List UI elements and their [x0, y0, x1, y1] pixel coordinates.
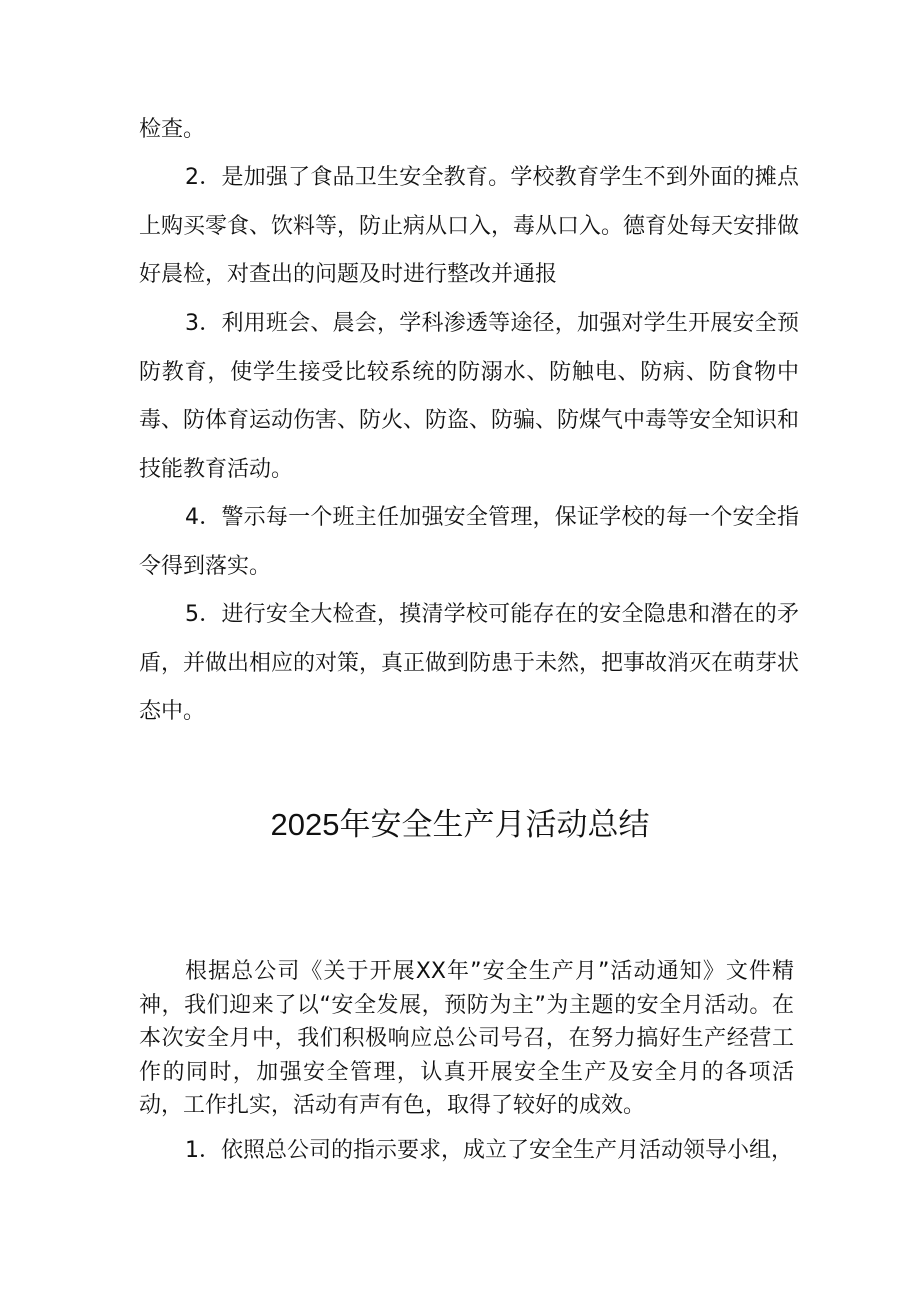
list-item-4: 4．警示每一个班主任加强安全管理，保证学校的每一个安全指令得到落实。 [139, 505, 799, 579]
list-item-1: 1．依照总公司的指示要求，成立了安全生产月活动领导小组， [185, 1138, 793, 1163]
continued-paragraph: 检查。 [139, 117, 206, 142]
list-item-2: 2．是加强了食品卫生安全教育。学校教育学生不到外面的摊点上购买零食、饮料等，防止病从口入，毒从口入。德育处每天安排做好晨检，对查出的问题及时进行整改并通报 [139, 165, 800, 287]
intro-paragraph: 根据总公司《关于开展XX年”安全生产月”活动通知》文件精神，我们迎来了以“安全发展，预防为主”为主题的安全月活动。在本次安全月中，我们积极响应总公司号召，在努力搞好生产经营工作的同时，加强安全管理，认真开展安全生产及安全月的各项活动，工作扎实，活动有声有色，取得了较好的成效。 [139, 959, 794, 1118]
document-title: 2025年安全生产月活动总结 [270, 807, 650, 842]
list-item-3: 3．利用班会、晨会，学科渗透等途径，加强对学生开展安全预防教育，使学生接受比较系统的防溺水、防触电、防病、防食物中毒、防体育运动伤害、防火、防盗、防骗、防煤气中毒等安全知识和技能教育活动。 [139, 311, 800, 482]
list-item-5: 5．进行安全大检查，摸清学校可能存在的安全隐患和潜在的矛盾，并做出相应的对策，真正做到防患于未然，把事故消灭在萌芽状态中。 [139, 602, 800, 724]
